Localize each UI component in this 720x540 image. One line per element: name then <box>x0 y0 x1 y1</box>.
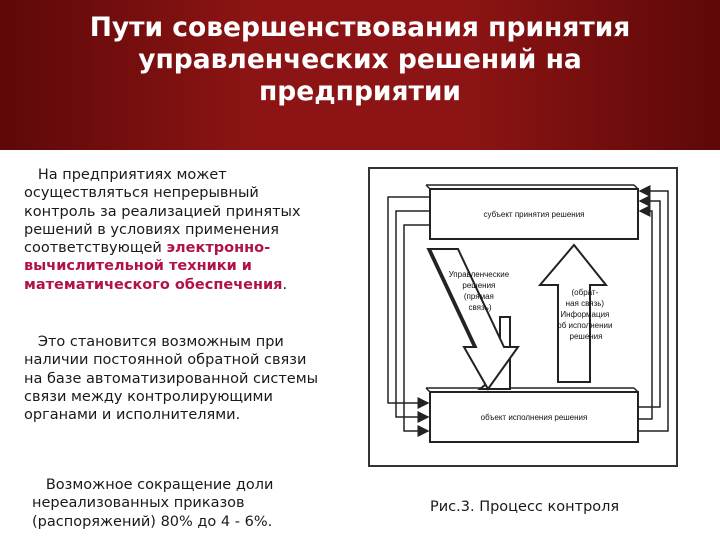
left-control-lines <box>388 197 430 431</box>
object-box-label: объект исполнения решения <box>480 413 588 422</box>
title-line-3: предприятии <box>258 76 461 107</box>
up-arrow-line-3: Информация <box>560 310 610 319</box>
object-box <box>426 388 638 442</box>
paragraph-3 <box>32 476 322 531</box>
down-arrow-line-2: решения <box>462 281 496 290</box>
title-line-2: управленческих решений на <box>138 44 582 75</box>
up-arrow-line-4: об исполнении <box>557 321 613 330</box>
up-arrow-line-2: ная связь) <box>565 299 605 308</box>
up-arrow-line-1: (обрат- <box>571 288 599 297</box>
paragraph-2 <box>24 333 324 424</box>
paragraph-2-text: Это становится возможным при наличии постоянной обратной связи на базе автоматизированной системы связи между контролирующими органами и исполнителями. <box>24 334 319 424</box>
up-arrow-line-5: решения <box>569 332 603 341</box>
down-arrow-line-3: (прямая <box>463 292 494 301</box>
paragraph-1-end: . <box>282 276 288 293</box>
right-feedback-lines <box>638 191 668 431</box>
slide-title <box>0 12 720 108</box>
title-line-1: Пути совершенствования принятия <box>89 12 631 43</box>
down-arrow-line-4: связь) <box>468 303 492 312</box>
paragraph-1-highlight: электронно-вычислительной техники и математического обеспечения <box>24 240 283 293</box>
paragraph-3-text: Возможное сокращение доли нереализованных приказов (распоряжений) 80% до 4 - 6%. <box>32 477 274 530</box>
paragraph-1 <box>24 166 324 294</box>
figure-caption: Рис.3. Процесс контроля <box>430 499 620 515</box>
subject-box-label: субъект принятия решения <box>483 210 585 219</box>
paragraph-1-text: На предприятиях может осуществляться непрерывный контроль за реализацией принятых решений в условиях применения соответствующей <box>24 167 301 257</box>
down-arrow-line-1: Управленческие <box>448 270 510 279</box>
control-process-diagram <box>368 167 678 467</box>
subject-box <box>426 185 638 239</box>
